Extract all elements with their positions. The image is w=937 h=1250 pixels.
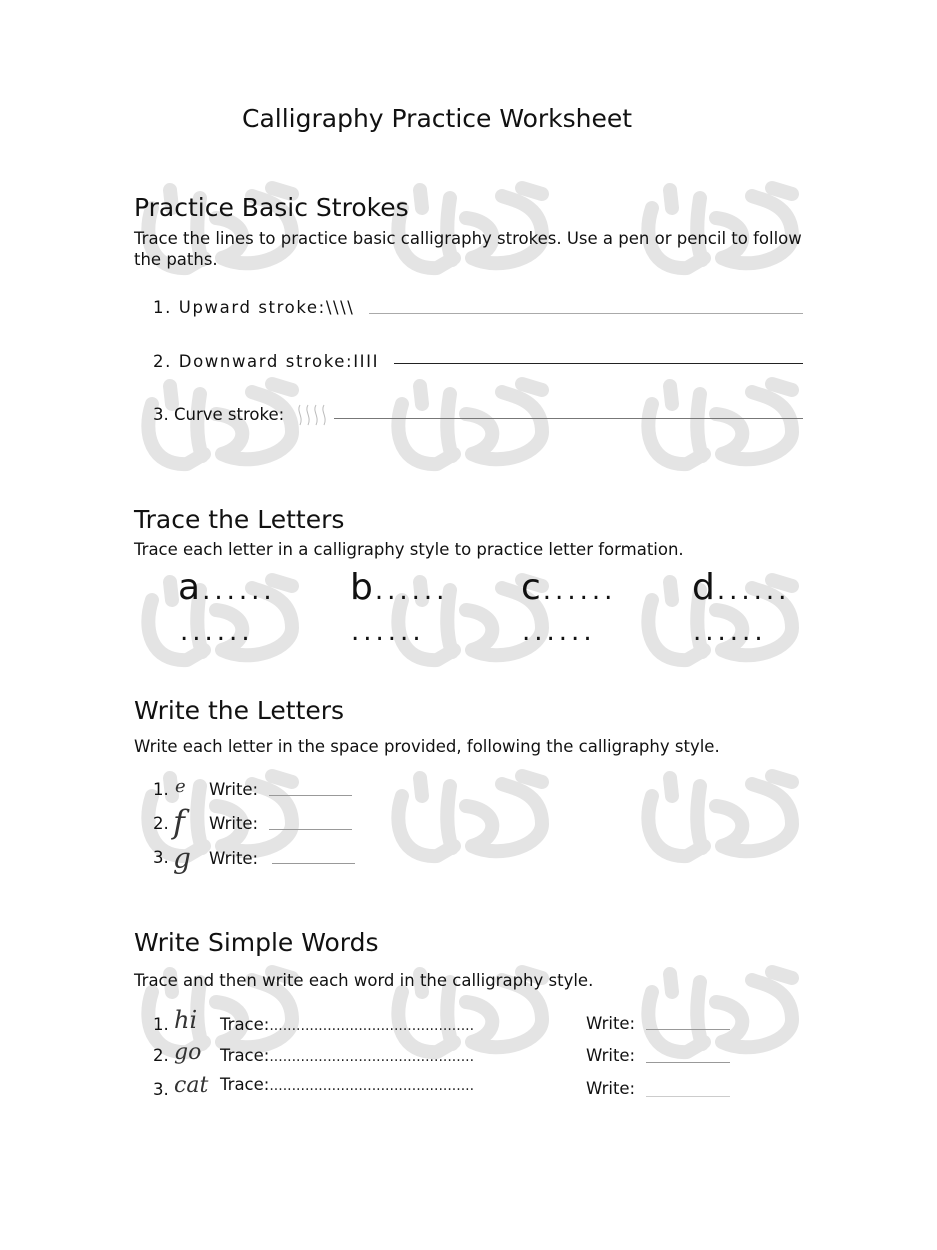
curve-stroke-label: 3. Curve stroke: — [153, 405, 285, 424]
write-label: Write: — [209, 849, 259, 868]
section-heading-basic-strokes: Practice Basic Strokes — [134, 193, 409, 222]
trace-letter-d[interactable]: d...... — [692, 567, 791, 608]
curve-stroke-trace-line[interactable] — [334, 418, 803, 419]
section-instructions-write-letters: Write each letter in the space provided, following the calligraphy style. — [134, 737, 720, 756]
write-line-g[interactable] — [272, 863, 355, 864]
section-instructions-trace-letters: Trace each letter in a calligraphy style to practice letter formation. — [134, 540, 684, 559]
trace-dots-c[interactable]: ...... — [522, 617, 596, 647]
write-letter-number: 2. — [153, 814, 169, 833]
watermark-logo — [382, 374, 557, 474]
sample-word-hi: hi — [174, 1006, 198, 1034]
section-heading-trace-letters: Trace the Letters — [134, 505, 345, 534]
write-letter-number: 1. — [153, 780, 169, 799]
curve-stroke-sample-icon — [296, 403, 332, 427]
page-title: Calligraphy Practice Worksheet — [242, 104, 633, 133]
trace-word-field[interactable]: Trace:.............................................. — [220, 1046, 475, 1065]
write-label: Write: — [586, 1014, 636, 1033]
sample-letter-g: g — [173, 842, 191, 875]
section-instructions-simple-words: Trace and then write each word in the calligraphy style. — [134, 971, 594, 990]
section-heading-write-letters: Write the Letters — [134, 696, 345, 725]
trace-dots-b[interactable]: ...... — [351, 617, 425, 647]
watermark-logo — [632, 962, 807, 1062]
upward-stroke-label: 1. Upward stroke:\\\\ — [153, 298, 355, 317]
write-label: Write: — [209, 814, 259, 833]
section-heading-simple-words: Write Simple Words — [134, 928, 379, 957]
sample-letter-f: f — [173, 803, 185, 841]
write-line-hi[interactable] — [646, 1029, 730, 1030]
word-number: 2. — [153, 1046, 169, 1065]
downward-stroke-label: 2. Downward stroke:IIII — [153, 352, 380, 371]
upward-stroke-trace-line[interactable] — [369, 313, 803, 314]
write-label: Write: — [209, 780, 259, 799]
write-line-cat[interactable] — [646, 1096, 730, 1097]
sample-letter-e: e — [175, 776, 186, 797]
write-label: Write: — [586, 1079, 636, 1098]
write-label: Write: — [586, 1046, 636, 1065]
watermark-logo — [132, 374, 307, 474]
write-line-f[interactable] — [269, 829, 352, 830]
word-number: 1. — [153, 1015, 169, 1034]
watermark-logo — [632, 374, 807, 474]
trace-letter-b[interactable]: b...... — [350, 567, 449, 608]
sample-word-go: go — [174, 1040, 202, 1065]
trace-letter-a[interactable]: a...... — [178, 567, 276, 608]
trace-dots-d[interactable]: ...... — [693, 617, 767, 647]
write-letter-number: 3. — [153, 848, 169, 867]
trace-word-field[interactable]: Trace:.............................................. — [220, 1015, 475, 1034]
sample-word-cat: cat — [174, 1073, 209, 1098]
write-line-go[interactable] — [646, 1062, 730, 1063]
trace-letter-c[interactable]: c...... — [521, 567, 617, 608]
watermark-logo — [632, 766, 807, 866]
downward-stroke-trace-line[interactable] — [394, 363, 803, 364]
trace-dots-a[interactable]: ...... — [180, 617, 254, 647]
section-instructions-basic-strokes: Trace the lines to practice basic calligraphy strokes. Use a pen or pencil to follow the paths. — [134, 229, 802, 269]
watermark-logo — [382, 766, 557, 866]
word-number: 3. — [153, 1080, 169, 1099]
trace-word-field[interactable]: Trace:.............................................. — [220, 1075, 475, 1094]
write-line-e[interactable] — [269, 795, 352, 796]
